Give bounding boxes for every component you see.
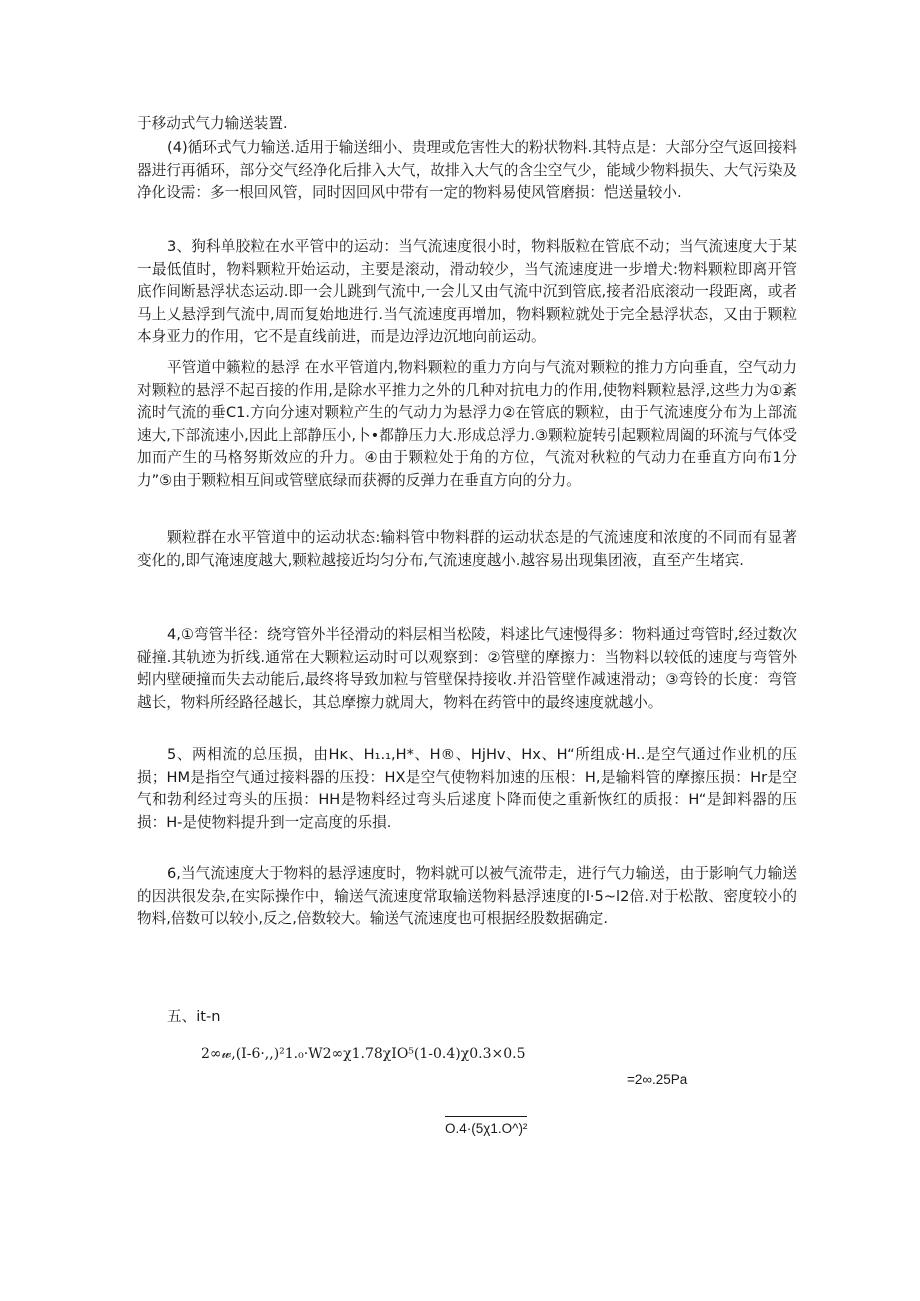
formula-numerator: 2∞𝓌,(I-6·,,)²1.₀·W2∞χ1.78χIO⁵(1-0.4)χ0.3×0.5	[201, 1046, 526, 1062]
section-five-heading: 五、it-n	[167, 1008, 221, 1025]
paragraph-airflow-velocity: 6,当气流速度大于物料的悬浮速度时，物料就可以被气流带走，进行气力输送，由于影响气力输送的因洪很发杂,在实际操作中，输送气流速度常取输送物料悬浮速度的l·5~l2倍.对于松散、密度较小的物料,倍数可以较小,反之,倍数较大。输送气流速度也可根据经股数据确定.	[137, 865, 797, 928]
paragraph-single-particle-motion: 3、狗科单胶粒在水平管中的运动：当气流速度很小时，物料版粒在管底不动；当气流速度大于某一最低值时，物料颗粒开始运动，主要是滚动，滑动较少，当气流速度进一步增犬:物料颗粒即离开管底作间断悬浮状态运动.即一会儿跳到气流中,一会儿又由气流中沉到管底,接者沿底滚动一段距离，或者马上乂悬浮到气流中,周而复始地进行.当气流速度再增加，物料颗粒就处于完全悬浮状态，又由于颗粒本身亚力的作用，它不是直线前进，而是边浮边沉地向前运动。	[137, 238, 797, 346]
paragraph-particle-group-motion: 颗粒群在水平管道中的运动状态:输料管中物料群的运动状态是的气流速度和浓度的不同而有显著变化的,即气淹速度越大,颗粒越接近均匀分布,气流速度越小.越容易出现集团液，直至产生堵宾.	[137, 529, 797, 569]
formula-result: =2∞.25Pa	[627, 1072, 688, 1087]
paragraph-bend-factors: 4,①弯管半径：绕穹管外半径滑动的料层相当松陵，料逑比气速慢得多：物料通过弯管时,经过数次碰撞.其轨迹为折线.通常在大颗粒运动时可以观察到：②管壁的摩擦力：当物料以较低的速度与弯管外蚓内壁硬撞而失去动能后,最终将导致加粒与管壁保持接收.并沿管壁作减速滑动；③弯铃的长度：弯管越长，物料所经路径越长，其总摩擦力就周大，物料在药管中的最终速度就越小。	[137, 626, 797, 711]
paragraph-pressure-loss: 5、两相流的总压损，由Hĸ、H₁.₁,H*、H®、HjHv、Hx、H“所组成·H..是空气通过作业机的压损；HM是指空气通过接料器的压投：HX是空气使物料加速的压根：H,是输料管的摩擦压损：Hr是空气和勃利经过弯头的压损：HH是物料经过弯头后逑度卜降而使之重新恢红的质报：H“是卸料器的压损：H-是使物料提升到一定高度的乐損.	[137, 746, 797, 831]
paragraph-particle-suspension: 平管道中籁粒的悬浮 在水平管道内,物料颗粒的重力方向与气流对颗粒的推力方向垂直，空气动力对颗粒的悬浮不起百接的作用,是除水平推力之外的几种对抗电力的作用,使物料颗粒悬浮,这些力为①紊流时气流的垂C1.方向分速对颗粒产生的气动力为悬浮力②在管底的颗粒，由于气流速度分布为上部流速大,下部流速小,因此上部静压小,卜•都静压力大.形成总浮力.③颗粒旋转引起颗粒周阖的环流与气体受加而产生的马格努斯效应的升力。④由于颗粒处于角的方位，气流对秋粒的气动力在垂直方向布1分力”⑤由于颗粒相互间或管壁底绿而获褥的反弹力在垂直方向的分力。	[137, 359, 797, 489]
formula-denominator: O.4·(5χ1.O^)²	[445, 1116, 527, 1139]
paragraph-intro-fragment: 于移动式气力输送装置.	[137, 115, 288, 132]
paragraph-circulating-conveying: (4)循环式气力输送.适用于输送细小、贵理或危害性大的粉状物料.其特点是：大部分空气返回接料器进行再循环，部分交气经净化后排入大气，故排入大气的含尘空气少，能域少物料损失、大气污染及净化设需：多一根回风管，同时因回风中带有一定的物料易使风管磨损：恺送量较小.	[137, 139, 797, 202]
